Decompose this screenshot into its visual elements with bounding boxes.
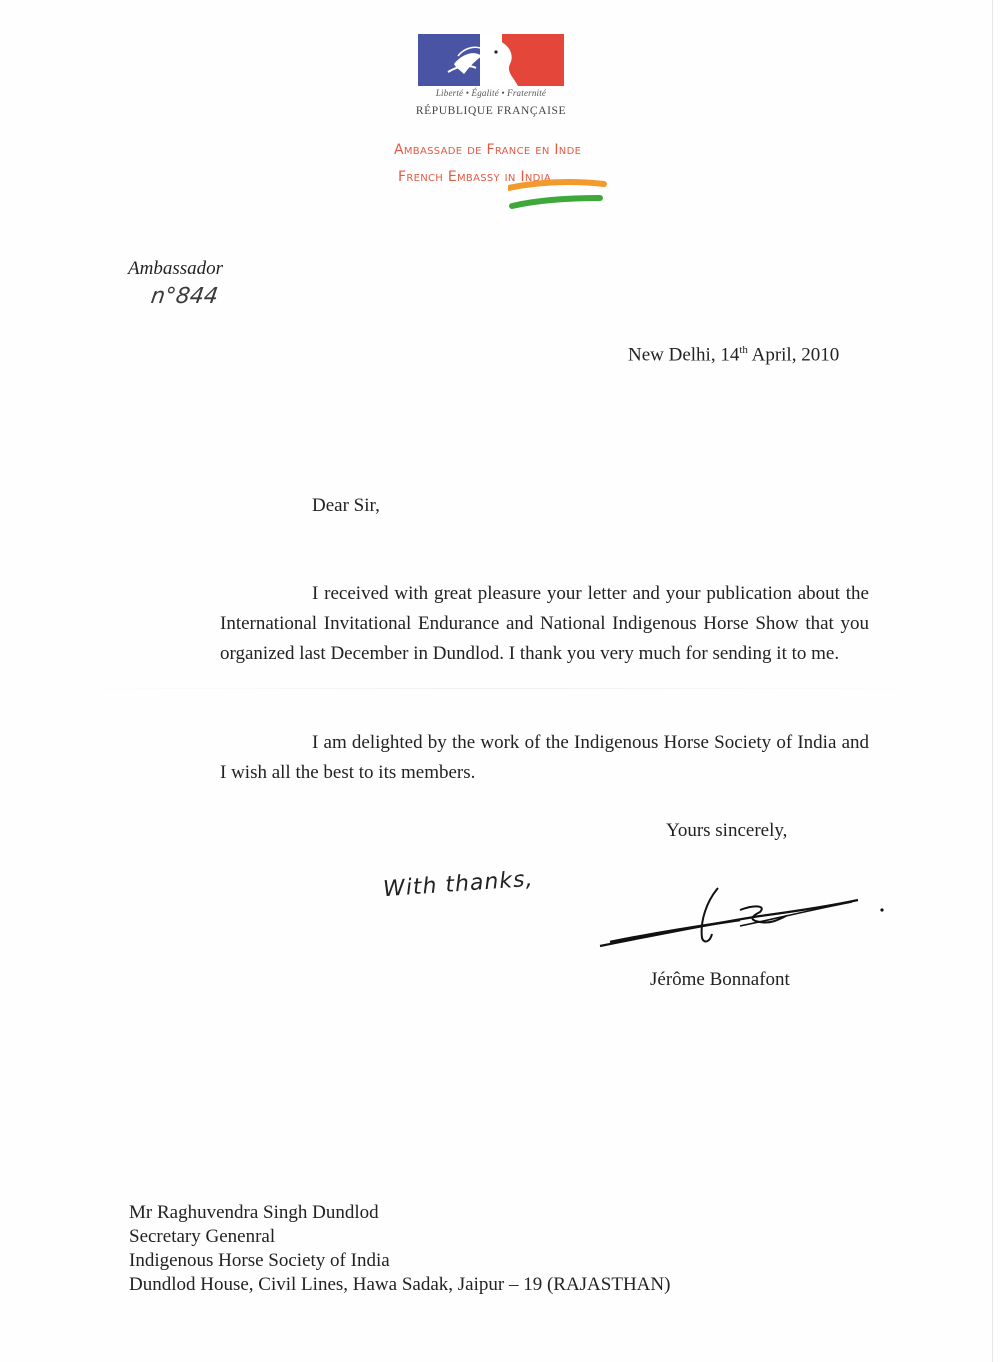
date-month-year: April, 2010 bbox=[747, 344, 840, 366]
republic-motto: Liberté • Égalité • Fraternité bbox=[435, 88, 547, 98]
republic-name: RÉPUBLIQUE FRANÇAISE bbox=[415, 105, 567, 117]
valediction: Yours sincerely, bbox=[666, 820, 788, 841]
signature-icon bbox=[590, 880, 890, 950]
body-paragraph-1: I received with great pleasure your letter and your publication about the International Invitational Endurance and National Indigenous Horse Show that you organized last December in Dundlod. I thank you very much for sending it to me. bbox=[220, 583, 869, 664]
reference-number: n°844 bbox=[149, 284, 220, 309]
recipient-title: Secretary Genenral bbox=[129, 1226, 276, 1247]
stamp-line-english: French Embassy in India bbox=[398, 169, 552, 185]
date-city-day: New Delhi, 14 bbox=[628, 344, 740, 366]
recipient-name: Mr Raghuvendra Singh Dundlod bbox=[129, 1202, 379, 1223]
handwritten-note: With thanks, bbox=[382, 866, 535, 903]
recipient-street-address: Dundlod House, Civil Lines, Hawa Sadak, Jaipur – 19 (RAJASTHAN) bbox=[129, 1274, 671, 1295]
stamp-line-french: Ambassade de France en Inde bbox=[394, 142, 582, 158]
letter-date bbox=[628, 344, 839, 366]
body-paragraph-2: I am delighted by the work of the Indigenous Horse Society of India and I wish all the best to its members. bbox=[220, 732, 869, 783]
signer-name: Jérôme Bonnafont bbox=[650, 969, 790, 990]
recipient-organization: Indigenous Horse Society of India bbox=[129, 1250, 390, 1271]
salutation: Dear Sir, bbox=[312, 495, 380, 516]
date-ordinal: th bbox=[739, 344, 748, 356]
recipient-address-block bbox=[129, 1201, 670, 1297]
sender-title: Ambassador bbox=[128, 258, 224, 279]
marianne-logo-icon bbox=[418, 34, 564, 86]
page-edge bbox=[992, 0, 993, 1362]
indian-tricolour-stroke-icon bbox=[508, 178, 608, 214]
fold-line bbox=[60, 688, 940, 689]
